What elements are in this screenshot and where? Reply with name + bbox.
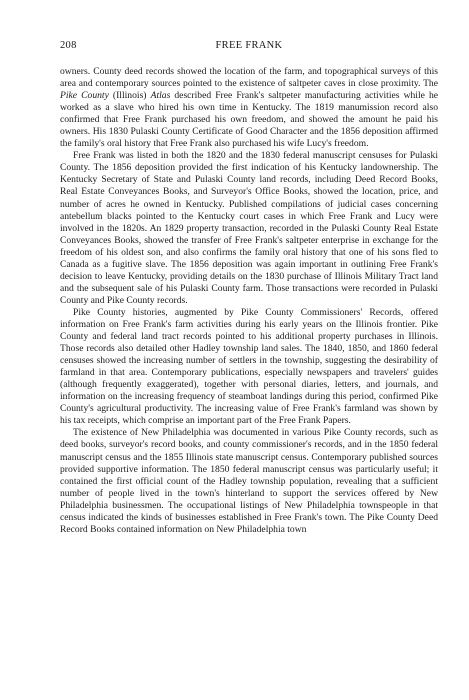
body-text xyxy=(60,66,438,536)
paragraph-1-text: described Free Frank's saltpeter manufacturing activities while he worked as a slave who hired his own time in Kentucky. The 1819 manumission record also confirmed that Free Frank purchased his own freedom, and showed the amount he paid his owners. His 1830 Pulaski County Certificate of Good Character and the 1856 deposition affirmed the family's oral history that Free Frank also purchased his wife Lucy's freedom. xyxy=(60,90,439,150)
paragraph-1-text: owners. County deed records showed the location of the farm, and topographical surveys of this area and contemporary sources pointed to the existence of saltpeter caves in close proximity. The xyxy=(60,66,438,90)
paragraph-4: The existence of New Philadelphia was documented in various Pike County records, such as deed books, surveyor's record books, and county commissioner's records, and in the 1850 federal manuscript census and the 1855 Illinois state manuscript census. Contemporary published sources provided supportive information. The 1850 federal manuscript census was particularly useful; it contained the first official count of the Hadley township population, revealing that a sufficient number of people lived in the town's hinterland to support the services offered by New Philadelphia businessmen. The occupational listings of New Philadelphia townspeople in that census indicated the kinds of businesses established in Free Frank's town. The Pike County Deed Record Books contained information on New Philadelphia town xyxy=(60,427,438,535)
book-page xyxy=(60,40,438,536)
running-title: FREE FRANK xyxy=(215,40,283,51)
running-head xyxy=(60,40,438,54)
paragraph-1-text: (Illinois) xyxy=(108,90,151,102)
paragraph-2: Free Frank was listed in both the 1820 and the 1830 federal manuscript censuses for Pulaski County. The 1856 deposition provided the first indication of his Kentucky landownership. The Kentucky Secretary of State and Pulaski County land records, including Deed Record Books, Real Estate Conveyances Books, and Surveyor's Office Books, showed the location, price, and number of acres he owned in Kentucky. Published compilations of judicial cases concerning antebellum blacks pointed to the Kentucky court cases in which Free Frank and Lucy were involved in the 1820s. An 1829 property transaction, recorded in the Pulaski County Real Estate Conveyances Books, showed the transfer of Free Frank's saltpeter enterprise in exchange for the freedom of his oldest son, and also confirms the family oral history that one of his sons fled to Canada as a fugitive slave. The 1856 deposition was again important in outlining Free Frank's decision to leave Kentucky, providing details on the 1830 purchase of Illinois Military Tract land and the subsequent sale of his Pulaski County farm. Those transactions were recorded in Pulaski County and Pike County records. xyxy=(60,150,438,306)
atlas-italic: Atlas xyxy=(150,90,171,102)
paragraph-3: Pike County histories, augmented by Pike County Commissioners' Records, offered information on Free Frank's farm activities during his early years on the Illinois frontier. Pike County and federal land tract records pointed to his additional property purchases in Illinois. Those records also detailed other Hadley township land sales. The 1840, 1850, and 1860 federal censuses showed the increasing number of settlers in the township, suggesting the desirability of farmland in that area. Contemporary publications, especially newspapers and travelers' guides (although frequently exaggerated), together with personal diaries, letters, and journals, and information on the increasing frequency of steamboat landings during this period, confirmed Pike County's agricultural productivity. The increasing value of Free Frank's farmland was shown by his tax receipts, which comprise an important part of the Free Frank Papers. xyxy=(60,306,438,427)
paragraph-1 xyxy=(60,66,438,150)
page-number: 208 xyxy=(60,40,77,51)
pike-county-italic: Pike County xyxy=(60,90,109,102)
